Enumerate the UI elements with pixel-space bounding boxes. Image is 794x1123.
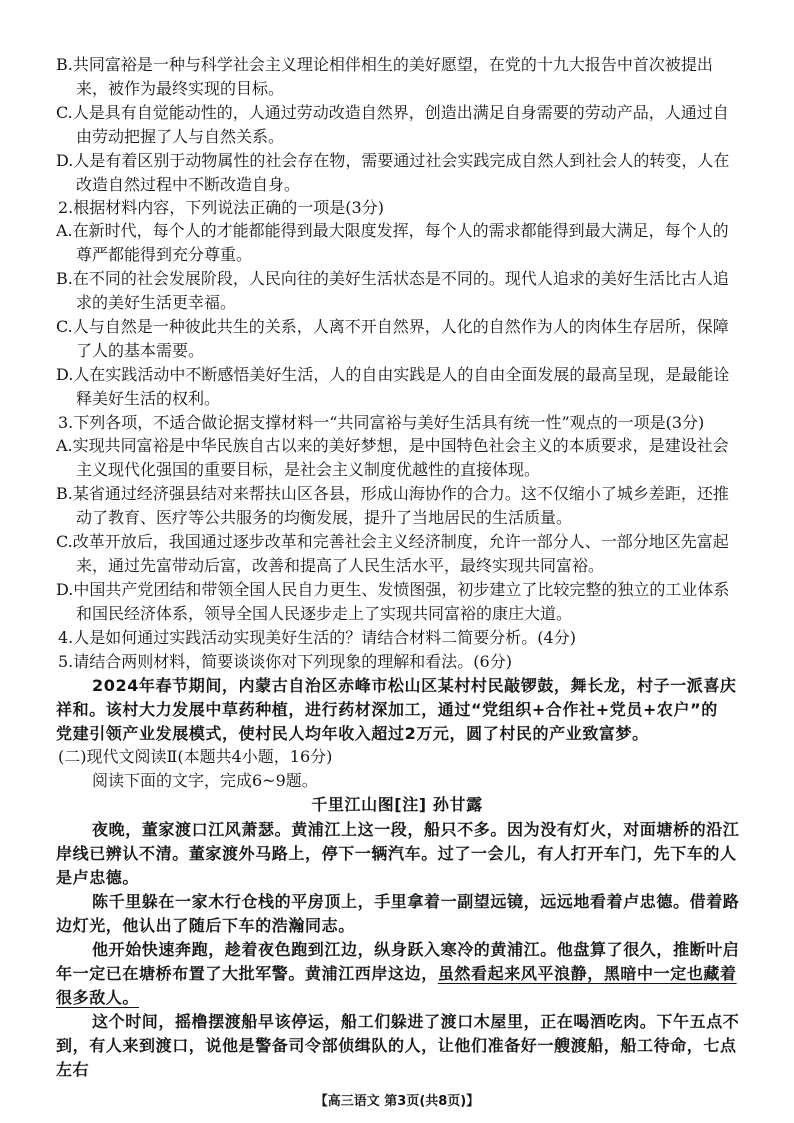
case-text-line3: 党建引领产业发展模式，使村民人均年收入超过2万元，圆了村民的产业致富梦。 — [56, 724, 649, 743]
page-footer: 【高三语文 第3页(共8页)】 — [314, 1094, 480, 1109]
q2-option-b-line2: 求的美好生活更幸福。 — [76, 293, 237, 312]
question-5: 5.请结合两则材料，简要谈谈你对下列现象的理解和看法。(6分) — [58, 652, 512, 671]
q2-option-d-line1: D.人在实践活动中不断感悟美好生活，人的自由实践是人的自由全面发展的最高呈现，是最能诠 — [56, 365, 730, 384]
q3-option-a-line2: 主义现代化强国的重要目标，是社会主义制度优越性的直接体现。 — [76, 460, 541, 479]
passage-p3-line1: 他开始快速奔跑，趁着夜色跑到江边，纵身跃入寒冷的黄浦江。他盘算了很久，推断叶启 — [92, 940, 740, 959]
q3-option-c-line2: 来，通过先富带动后富，改善和提高了人民生活水平，最终实现共同富裕。 — [76, 556, 605, 575]
q1-option-d-line1: D.人是有着区别于动物属性的社会存在物，需要通过社会实践完成自然人到社会人的转变，人在 — [56, 151, 730, 170]
q1-option-c-line1: C.人是具有自觉能动性的，人通过劳动改造自然界，创造出满足自身需要的劳动产品，人通过自 — [56, 103, 729, 122]
q3-option-b-line2: 动了教育、医疗等公共服务的均衡发展，提升了当地居民的生活质量。 — [76, 508, 573, 527]
q3-option-d-line1: D.中国共产党团结和带领全国人民自力更生、发愤图强，初步建立了比较完整的独立的工业体系 — [56, 580, 730, 599]
q2-option-c-line2: 了人的基本需要。 — [76, 341, 205, 360]
case-text-line2: 祥和。该村大力发展中草药种植，进行药材深加工，通过“党组织+合作社+党员+农户”的 — [56, 700, 718, 719]
passage-p1-line2: 岸线已辨认不清。董家渡外马路上，停下一辆汽车。过了一会儿，有人打开车门，先下车的人 — [56, 844, 737, 863]
passage-title: 千里江山图[注] 孙甘露 — [311, 795, 483, 814]
q2-option-a-line2: 尊严都能得到充分尊重。 — [76, 245, 253, 264]
passage-p1-line3: 是卢忠德。 — [56, 868, 140, 887]
q2-option-b-line1: B.在不同的社会发展阶段，人民向往的美好生活状态是不同的。现代人追求的美好生活比古人追 — [56, 269, 729, 288]
passage-p1-line1: 夜晚，董家渡口江风萧瑟。黄浦江上这一段，船只不多。因为没有灯火，对面塘桥的沿江 — [92, 820, 740, 839]
passage-p2-line1: 陈千里躲在一家木行仓栈的平房顶上，手里拿着一副望远镜，远远地看着卢忠德。借着路 — [92, 892, 740, 911]
passage-p4-line2: 到，有人来到渡口，说他是警备司令部侦缉队的人，让他们准备好一艘渡船，船工待命，七点 — [56, 1036, 737, 1055]
underlined-sentence-part1: 虽然看起来风平浪静，黑暗中一定也藏着 — [437, 964, 737, 983]
case-text-line1: 2024年春节期间，内蒙古自治区赤峰市松山区某村村民敲锣鼓，舞长龙，村子一派喜庆 — [92, 676, 737, 695]
passage-p2-line2: 边灯光，他认出了随后下车的浩瀚同志。 — [56, 916, 355, 935]
q1-option-c-line2: 由劳动把握了人与自然关系。 — [76, 127, 285, 146]
section-heading: (二)现代文阅读Ⅱ(本题共4小题，16分) — [58, 747, 333, 766]
passage-p3-line2-plain: 年一定已在塘桥布置了大批军警。黄浦江西岸这边， — [56, 964, 438, 983]
passage-p4-line3: 左右 — [56, 1060, 90, 1079]
passage-p3-line2 — [56, 963, 737, 985]
question-4: 4.人是如何通过实践活动实现美好生活的？请结合材料二简要分析。(4分) — [58, 628, 576, 647]
q2-option-d-line2: 释美好生活的权利。 — [76, 389, 221, 408]
reading-instruction: 阅读下面的文字，完成6~9题。 — [92, 771, 318, 790]
underlined-sentence-part2: 很多敌人。 — [56, 988, 140, 1007]
q2-option-a-line1: A.在新时代，每个人的才能都能得到最大限度发挥，每个人的需求都能得到最大满足，每个人的 — [56, 221, 729, 240]
q3-option-a-line1: A.实现共同富裕是中华民族自古以来的美好梦想，是中国特色社会主义的本质要求，是建设社会 — [56, 436, 729, 455]
q3-option-b-line1: B.某省通过经济强县结对来帮扶山区各县，形成山海协作的合力。这不仅缩小了城乡差距，还推 — [56, 484, 729, 503]
passage-p4-line1: 这个时间，摇橹摆渡船早该停运，船工们躲进了渡口木屋里，正在喝酒吃肉。下午五点不 — [92, 1012, 740, 1031]
q3-option-c-line1: C.改革开放后，我国通过逐步改革和完善社会主义经济制度，允许一部分人、一部分地区先富起 — [56, 532, 729, 551]
q2-option-c-line1: C.人与自然是一种彼此共生的关系，人离不开自然界，人化的自然作为人的肉体生存居所，保障 — [56, 317, 729, 336]
question-3: 3.下列各项，不适合做论据支撑材料一“共同富裕与美好生活具有统一性”观点的一项是(3分) — [58, 413, 705, 432]
q1-option-b-line1: B.共同富裕是一种与科学社会主义理论相伴相生的美好愿望，在党的十九大报告中首次被提出 — [56, 55, 713, 74]
q1-option-d-line2: 改造自然过程中不断改造自身。 — [76, 175, 301, 194]
q3-option-d-line2: 和国民经济体系，领导全国人民逐步走上了实现共同富裕的康庄大道。 — [76, 604, 573, 623]
q1-option-b-line2: 来，被作为最终实现的目标。 — [76, 79, 285, 98]
question-2: 2.根据材料内容，下列说法正确的一项是(3分) — [58, 198, 384, 217]
